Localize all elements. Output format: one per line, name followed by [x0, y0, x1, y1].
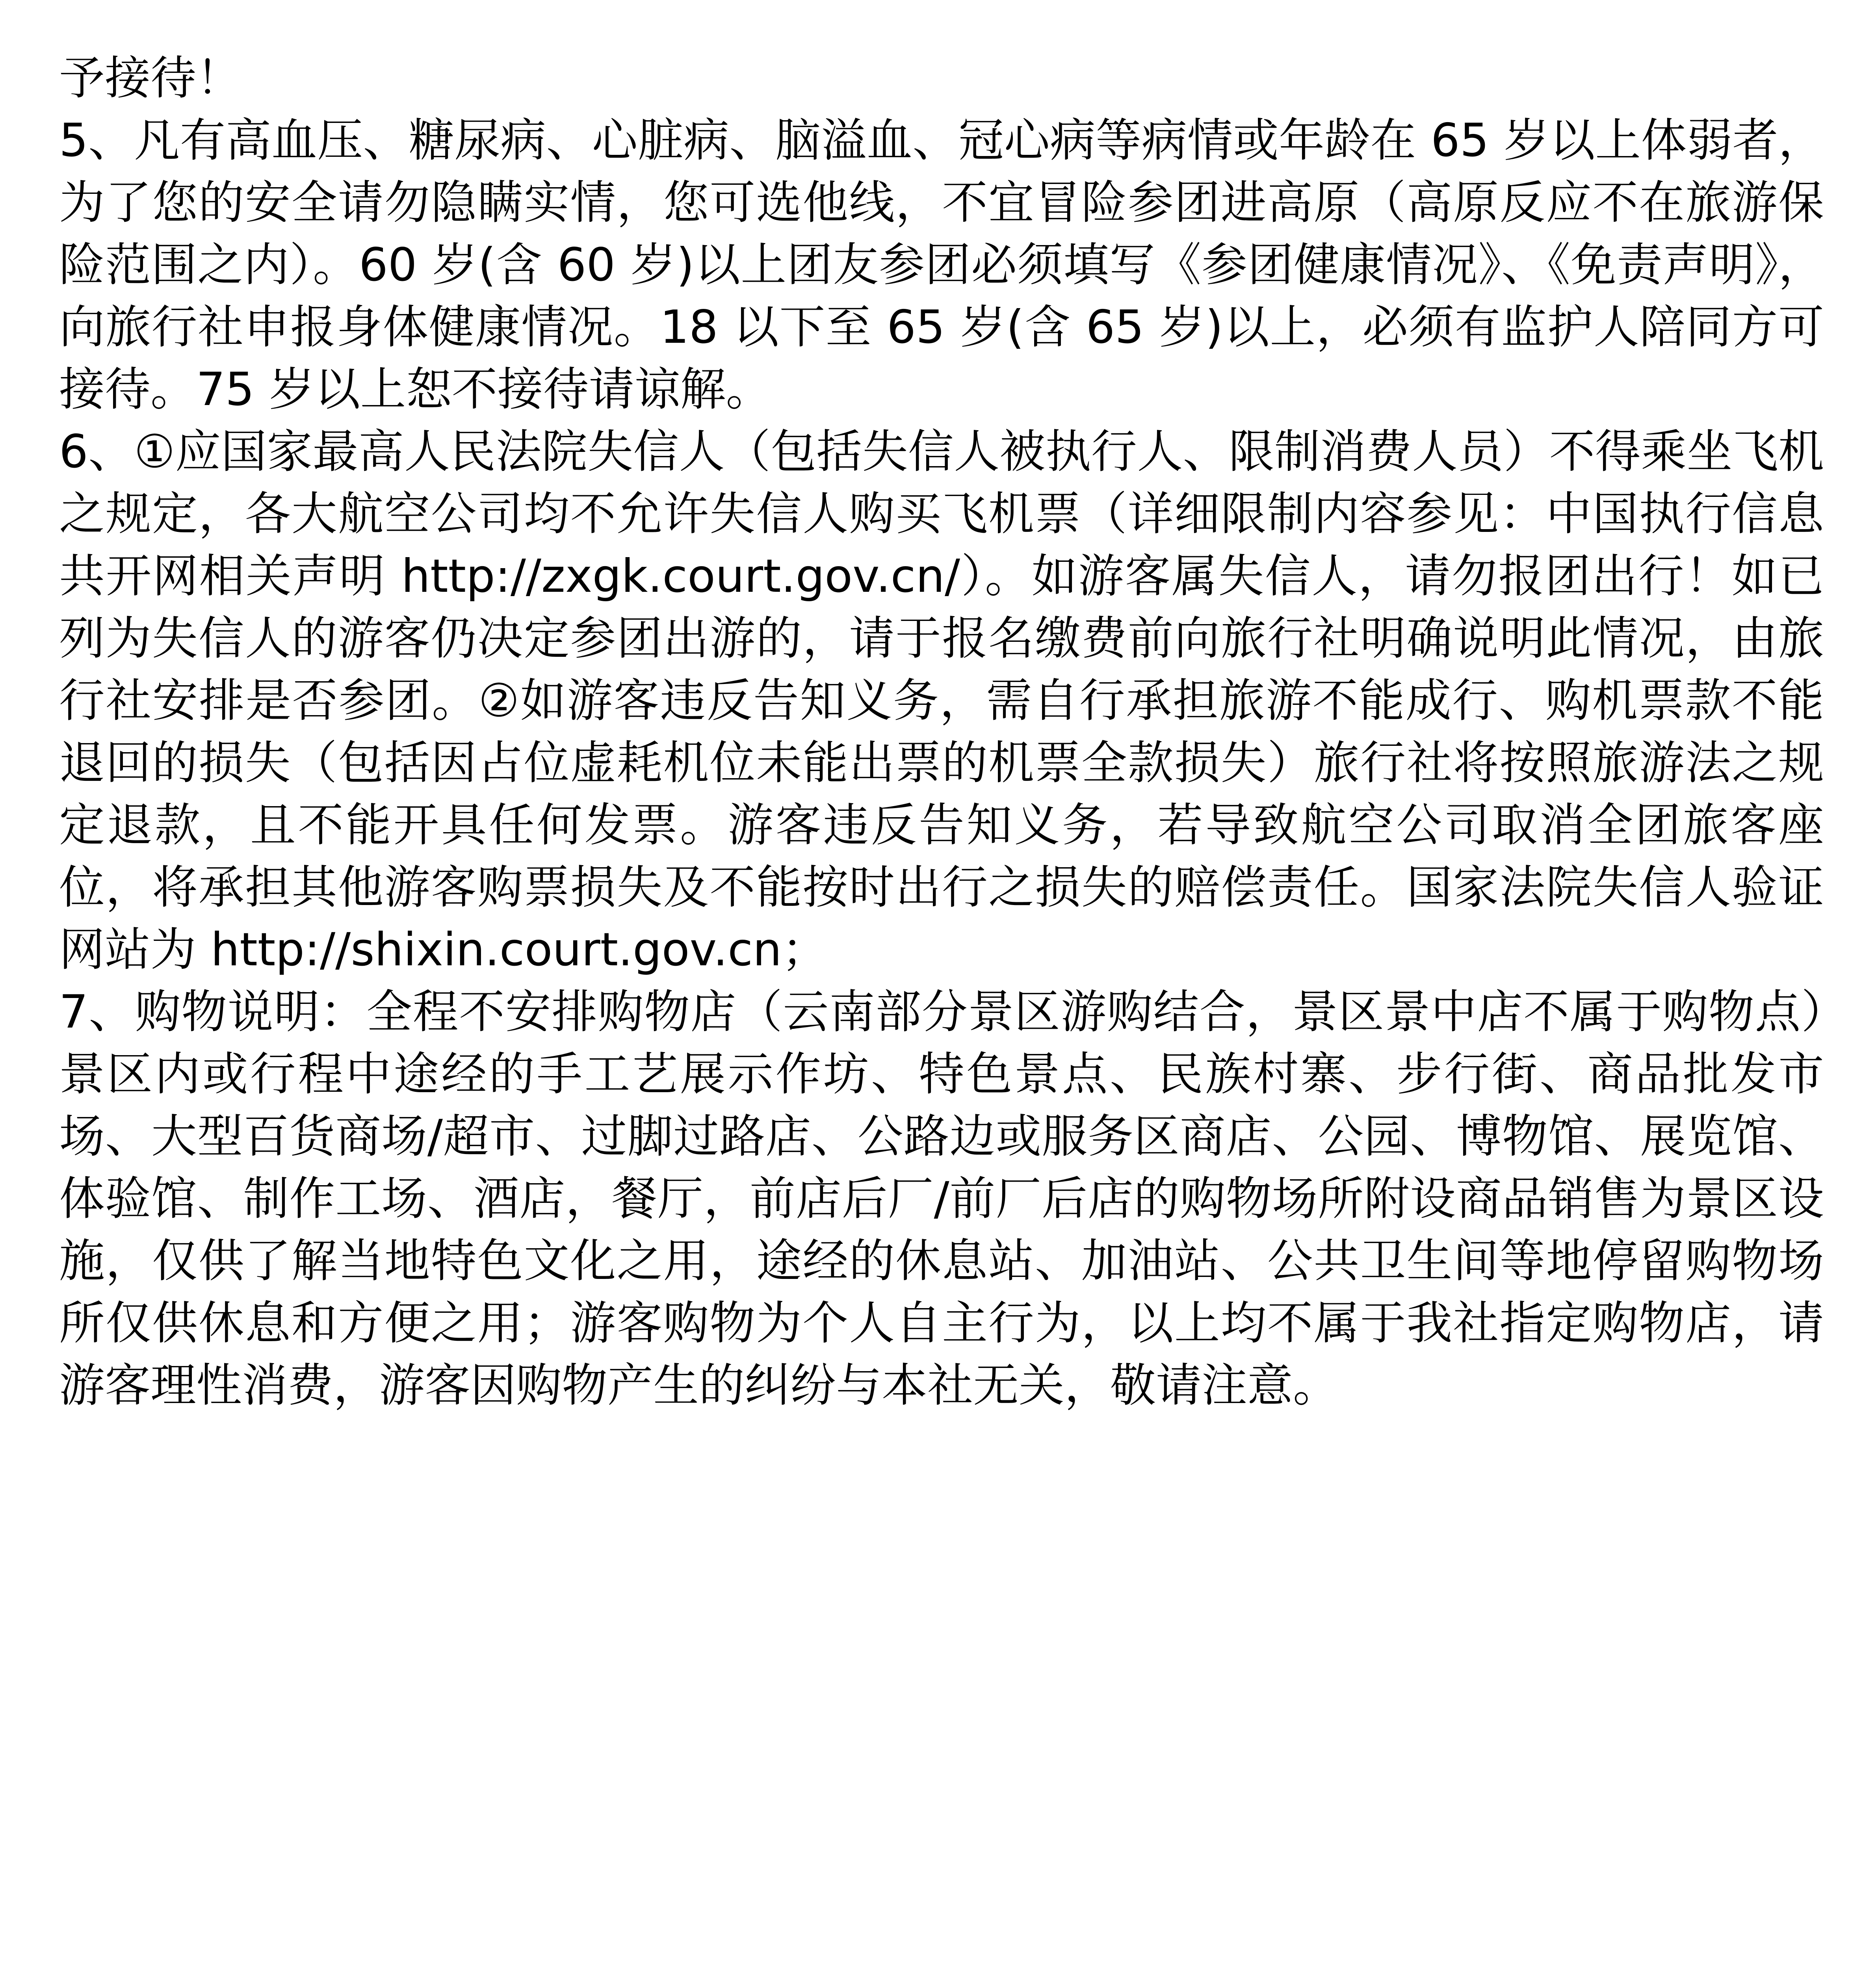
document-page: [59, 47, 1824, 1417]
paragraph-item-5-health: 5、凡有高血压、糖尿病、心脏病、脑溢血、冠心病等病情或年龄在 65 岁以上体弱者，为了您的安全请勿隐瞒实情，您可选他线，不宜冒险参团进高原（高原反应不在旅游保险范围之内）。60 岁(含 60 岁)以上团友参团必须填写《参团健康情况》、《免责声明》，向旅行社申报身体健康情况。18 以下至 65 岁(含 65 岁)以上，必须有监护人陪同方可接待。75 岁以上恕不接待请谅解。: [59, 114, 1824, 416]
paragraph-item-6-dishonest-persons: 6、①应国家最高人民法院失信人（包括失信人被执行人、限制消费人员）不得乘坐飞机之规定，各大航空公司均不允许失信人购买飞机票（详细限制内容参见：中国执行信息共开网相关声明 http://zxgk.court.gov.cn/）。如游客属失信人，请勿报团出行！如已列为失信人的游客仍决定参团出游的，请于报名缴费前向旅行社明确说明此情况，由旅行社安排是否参团。②如游客违反告知义务，需自行承担旅游不能成行、购机票款不能退回的损失（包括因占位虚耗机位未能出票的机票全款损失）旅行社将按照旅游法之规定退款，且不能开具任何发票。游客违反告知义务，若导致航空公司取消全团旅客座位，将承担其他游客购票损失及不能按时出行之损失的赔偿责任。国家法院失信人验证网站为 http://shixin.court.gov.cn；: [59, 425, 1824, 976]
paragraph-continuation: 予接待！: [59, 52, 242, 105]
paragraph-item-7-shopping: 7、购物说明：全程不安排购物店（云南部分景区游购结合，景区景中店不属于购物点）景区内或行程中途经的手工艺展示作坊、特色景点、民族村寨、步行街、商品批发市场、大型百货商场/超市、过脚过路店、公路边或服务区商店、公园、博物馆、展览馆、体验馆、制作工场、酒店，餐厅，前店后厂/前厂后店的购物场所附设商品销售为景区设施，仅供了解当地特色文化之用，途经的休息站、加油站、公共卫生间等地停留购物场所仅供休息和方便之用；游客购物为个人自主行为，以上均不属于我社指定购物店，请游客理性消费，游客因购物产生的纠纷与本社无关，敬请注意。: [59, 985, 1824, 1412]
